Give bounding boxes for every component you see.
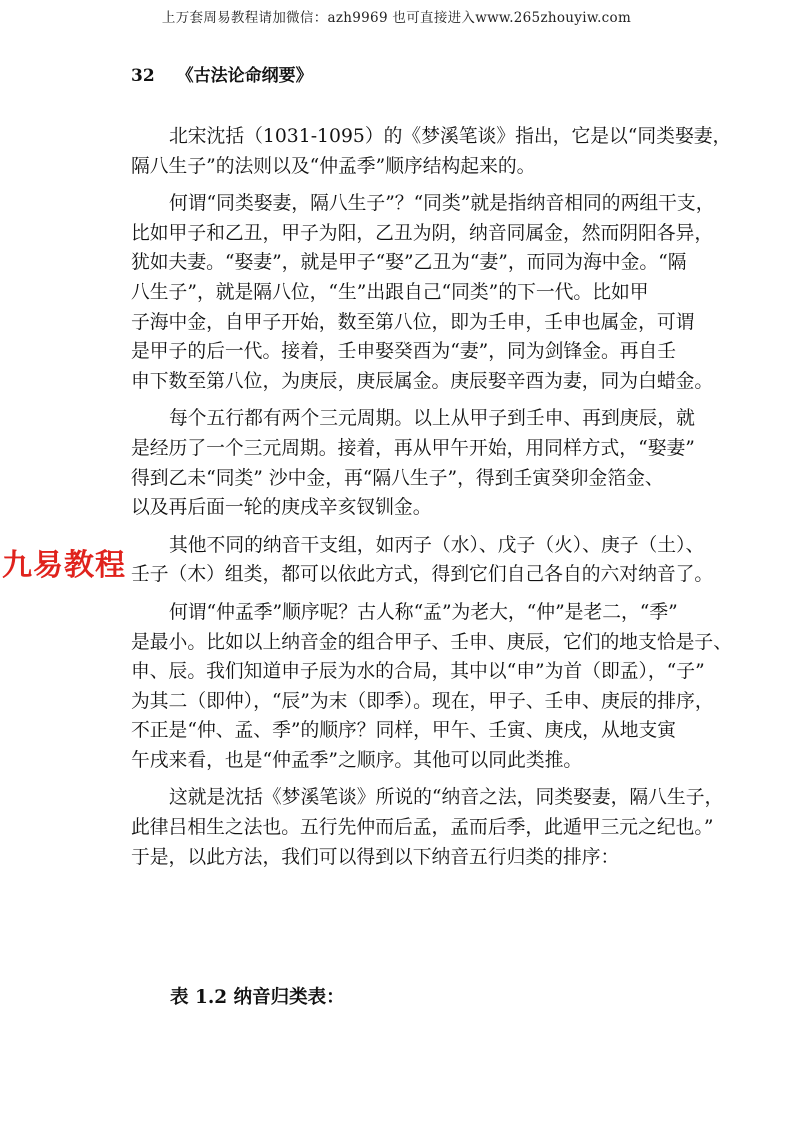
text-line: 比如甲子和乙丑，甲子为阳，乙丑为阴，纳音同属金，然而阴阳各异， (131, 222, 714, 244)
text-line: 得到乙未“同类” 沙中金，再“隔八生子”，得到壬寅癸卯金箔金、 (131, 467, 664, 489)
running-head (131, 61, 313, 86)
body-text (131, 122, 750, 880)
text-line: 此律吕相生之法也。五行先仲而后孟，孟而后季，此遁甲三元之纪也。” (131, 817, 714, 839)
text-line: 八生子”，就是隔八位，“生”出跟自己“同类”的下一代。比如甲 (131, 281, 649, 303)
text-line: 于是，以此方法，我们可以得到以下纳音五行归类的排序： (131, 846, 620, 868)
watermark-logo: 九易教程 (2, 548, 126, 583)
text-line: 隔八生子”的法则以及“仲孟季”顺序结构起来的。 (131, 155, 536, 177)
paragraph-1 (131, 122, 750, 181)
text-line: 为其二（即仲），“辰”为末（即季）。现在，甲子、壬申、庚辰的排序， (131, 690, 714, 712)
text-line: 犹如夫妻。“娶妻”，就是甲子“娶”乙丑为“妻”，而同为海中金。“隔 (131, 252, 687, 274)
text-line: 何谓“同类娶妻，隔八生子”？“同类”就是指纳音相同的两组干支， (169, 193, 715, 215)
text-line: 北宋沈括（1031-1095）的《梦溪笔谈》指出，它是以“同类娶妻， (169, 126, 732, 147)
top-banner: 上万套周易教程请加微信：azh9969 也可直接进入www.265zhouyiw.com (161, 10, 632, 26)
text-line: 是最小。比如以上纳音金的组合甲子、壬申、庚辰，它们的地支恰是子、 (131, 631, 732, 653)
text-line: 以及再后面一轮的庚戌辛亥钗钏金。 (131, 497, 432, 519)
paragraph-4 (131, 531, 750, 590)
paragraph-2 (131, 189, 750, 396)
page-number: 32 (131, 66, 155, 86)
text-line: 申、辰。我们知道申子辰为水的合局，其中以“申”为首（即孟），“子” (131, 661, 705, 683)
table-caption: 表 1.2 纳音归类表： (170, 987, 345, 1008)
text-line: 不正是“仲、孟、季”的顺序？同样，甲午、壬寅、庚戌，从地支寅 (131, 720, 677, 742)
text-line: 何谓“仲孟季”顺序呢？古人称“孟”为老大，“仲”是老二，“季” (169, 601, 678, 623)
text-line: 其他不同的纳音干支组，如丙子（水）、戊子（火）、庚子（土）、 (169, 534, 705, 556)
text-line: 子海中金，自甲子开始，数至第八位，即为壬申，壬申也属金，可谓 (131, 311, 695, 333)
paragraph-3 (131, 404, 750, 522)
text-line: 申下数至第八位，为庚辰，庚辰属金。庚辰娶辛酉为妻，同为白蜡金。 (131, 370, 714, 392)
text-line: 每个五行都有两个三元周期。以上从甲子到壬申、再到庚辰，就 (169, 408, 695, 430)
paragraph-5 (131, 598, 750, 776)
text-line: 午戌来看，也是“仲孟季”之顺序。其他可以同此类推。 (131, 749, 583, 771)
book-title: 《古法论命纲要》 (176, 66, 313, 86)
text-line: 是甲子的后一代。接着，壬申娶癸酉为“妻”，同为剑锋金。再自壬 (131, 341, 677, 363)
text-line: 是经历了一个三元周期。接着，再从甲午开始，用同样方式，“娶妻” (131, 437, 695, 459)
paragraph-6 (131, 783, 750, 872)
text-line: 壬子（木）组类，都可以依此方式，得到它们自己各自的六对纳音了。 (131, 564, 714, 586)
text-line: 这就是沈括《梦溪笔谈》所说的“纳音之法，同类娶妻，隔八生子， (169, 787, 724, 809)
